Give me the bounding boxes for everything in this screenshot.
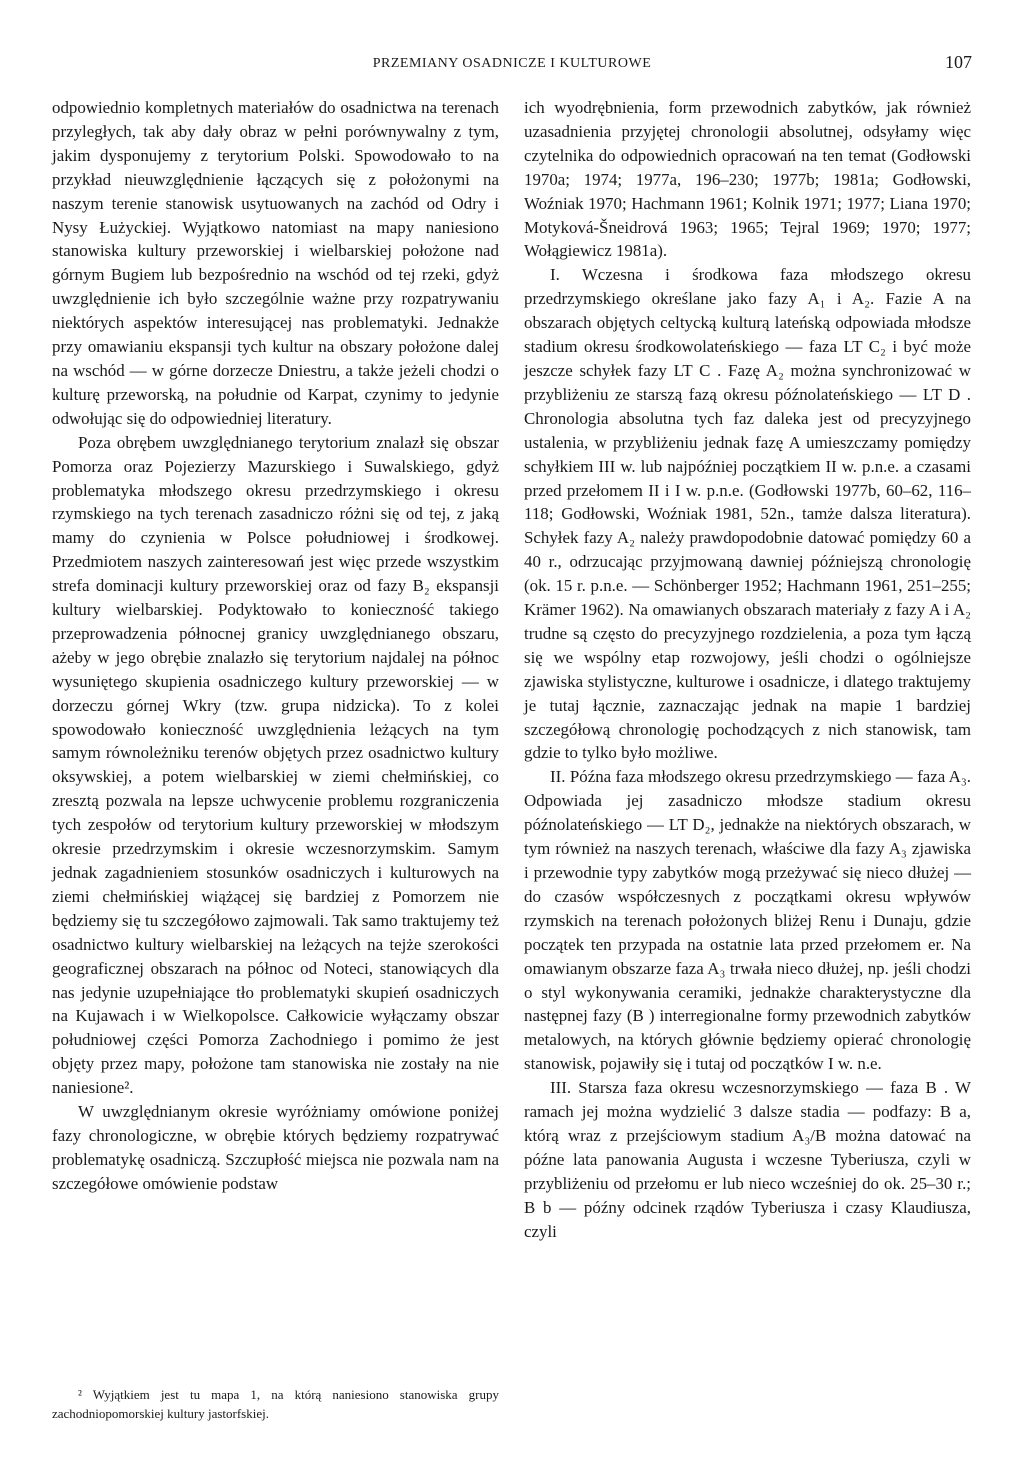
running-title: PRZEMIANY OSADNICZE I KULTUROWE	[372, 56, 652, 71]
footnote-text: ² Wyjątkiem jest tu mapa 1, na którą naniesiono stanowiska grupy zachodniopomorskiej kultury jastorfskiej.	[52, 1387, 499, 1421]
footnote	[52, 1385, 499, 1423]
left-column	[52, 96, 499, 1196]
page-header	[52, 50, 972, 80]
paragraph: III. Starsza faza okresu wczesnorzymskiego — faza B . W ramach jej można wydzielić 3 dalsze stadia — podfazy: B a, którą wraz z przejściowym stadium A₃/B można datować na późne lata panowania Augusta i wczesne Tyberiusza, czyli w przybliżeniu od przełomu er lub nieco wcześniej do ok. 25–30 r.; B b — późny odcinek rządów Tyberiusza i czasy Klaudiusza, czyli	[524, 1078, 971, 1241]
page-number: 107	[945, 52, 972, 72]
paragraph: Poza obrębem uwzględnianego terytorium znalazł się obszar Pomorza oraz Pojezierzy Mazurskiego i Suwalskiego, gdyż problematyka młodszego okresu przedrzymskiego i okresu rzymskiego na tych terenach zasadniczo różni się od tej, z jaką mamy do czynienia w Polsce południowej i środkowej. Przedmiotem naszych zainteresowań jest więc przede wszystkim strefa dominacji kultury przeworskiej oraz od fazy B₂ ekspansji kultury wielbarskiej. Podyktowało to konieczność takiego przeprowadzenia północnej granicy uwzględnianego obszaru, ażeby w jego obrębie znalazło się terytorium najdalej na północ wysuniętego skupienia osadniczego kultury przeworskiej — w dorzeczu górnej Wkry (tzw. grupa nidzicka). To z kolei spowodowało konieczność uwzględnienia leżących na tym samym równoleżniku terenów objętych przez osadnictwo kultury oksywskiej, a potem wielbarskiej w ziemi chełmińskiej, co zresztą pozwala na lepsze uchwycenie problemu rozgraniczenia tych zespołów od terytorium kultury przeworskiej w młodszym okresie przedrzymskim i okresie wczesnorzymskim. Samym jednak zagadnieniem stosunków osadniczych i kulturowych na ziemi chełmińskiej wiążącej się bardziej z Pomorzem nie będziemy się tu szczegółowo zajmowali. Tak samo traktujemy też osadnictwo kultury wielbarskiej na leżących na tejże szerokości geograficznej obszarach na północ od Noteci, stanowiących dla nas jedynie uzupełniające tło problematyki skupień osadniczych na Kujawach i w Wielkopolsce. Całkowicie wyłączamy obszar południowej części Pomorza Zachodniego i pomimo że jest objęty przez mapy, położone tam stanowiska nie zostały na nie naniesione².	[52, 432, 499, 1098]
paragraph: II. Późna faza młodszego okresu przedrzymskiego — faza A₃. Odpowiada jej zasadniczo młodsze stadium okresu późnolateńskiego — LT D₂, jednakże na niektórych obszarach, w tym również na naszych terenach, właściwe dla fazy A₃ zjawiska i przewodnie typy zabytków mogą przeżywać się nieco dłużej — do czasów współczesnych z początkami okresu wpływów rzymskich na terenach położonych bliżej Renu i Dunaju, gdzie początek ten przypada na ostatnie lata przed przełomem er. Na omawianym obszarze faza A₃ trwała nieco dłużej, np. jeśli chodzi o styl wykonywania ceramiki, jednakże charakterystyczne dla następnej fazy (B ) interregionalne formy przewodnich zabytków metalowych, na których głównie będziemy opierać chronologię stanowisk, pojawiły się i tutaj od początków I w. n.e.	[524, 767, 971, 1074]
paragraph: odpowiednio kompletnych materiałów do osadnictwa na terenach przyległych, tak aby dały obraz w pełni porównywalny z tym, jakim dysponujemy z terytorium Polski. Spowodowało to na przykład nieuwzględnienie łączących się z położonymi na naszym terenie stanowisk usytuowanych na zachód od Odry i Nysy Łużyckiej. Wyjątkowo natomiast na mapy naniesiono stanowiska kultury przeworskiej i wielbarskiej położone nad górnym Bugiem lub bezpośrednio na wschód od tej rzeki, gdyż uwzględnienie ich było szczególnie ważne przy rozpatrywaniu niektórych aspektów interesującej nas problematyki. Jednakże przy omawianiu ekspansji tych kultur na obszary położone dalej na wschód — w górne dorzecze Dniestru, a także jeżeli chodzi o kulturę przeworską, na południe od Karpat, czynimy to jedynie odwołując się do odpowiedniej literatury.	[52, 98, 499, 428]
paragraph: I. Wczesna i środkowa faza młodszego okresu przedrzymskiego określane jako fazy A₁ i A₂. Fazie A na obszarach objętych celtycką kulturą lateńską odpowiada młodsze stadium okresu środkowolateńskiego — faza LT C₂ i być może jeszcze schyłek fazy LT C . Fazę A₂ można synchronizować w przybliżeniu ze starszą fazą okresu późnolateńskiego — LT D . Chronologia absolutna tych faz daleka jest od precyzyjnego ustalenia, w przybliżeniu jednak fazę A umieszczamy pomiędzy schyłkiem III w. lub najpóźniej początkiem II w. p.n.e. a czasami przed przełomem II i I w. p.n.e. (Godłowski 1977b, 60–62, 116–118; Godłowski, Woźniak 1981, 52n., tamże dalsza literatura). Schyłek fazy A₂ należy prawdopodobnie datować pomiędzy 60 a 40 r., odrzucając przyjmowaną dawniej późniejszą chronologię (ok. 15 r. p.n.e. — Schönberger 1952; Hachmann 1961, 251–255; Krämer 1962). Na omawianych obszarach materiały z fazy A i A₂ trudne są często do precyzyjnego rozdzielenia, a poza tym łączą się we wspólny etap rozwojowy, jeśli chodzi o ogólniejsze zjawiska stylistyczne, kulturowe i osadnicze, i dlatego traktujemy je tutaj łącznie, zaznaczając jednak na mapie 1 bardziej szczegółową chronologię pochodzących z nich stanowisk, tam gdzie to tylko było możliwe.	[524, 265, 971, 763]
paragraph: W uwzględnianym okresie wyróżniamy omówione poniżej fazy chronologiczne, w obrębie których będziemy rozpatrywać problematykę osadniczą. Szczupłość miejsca nie pozwala nam na szczegółowe omówienie podstaw	[52, 1102, 499, 1193]
right-column	[524, 96, 971, 1244]
paragraph: ich wyodrębnienia, form przewodnich zabytków, jak również uzasadnienia przyjętej chronologii absolutnej, odsyłamy więc czytelnika do odpowiednich opracowań na ten temat (Godłowski 1970a; 1974; 1977a, 196–230; 1977b; 1981a; Godłowski, Woźniak 1970; Hachmann 1961; Kolnik 1971; 1977; Liana 1970; Motyková-Šneidrová 1963; 1965; Tejral 1969; 1970; 1977; Wołągiewicz 1981a).	[524, 98, 971, 261]
